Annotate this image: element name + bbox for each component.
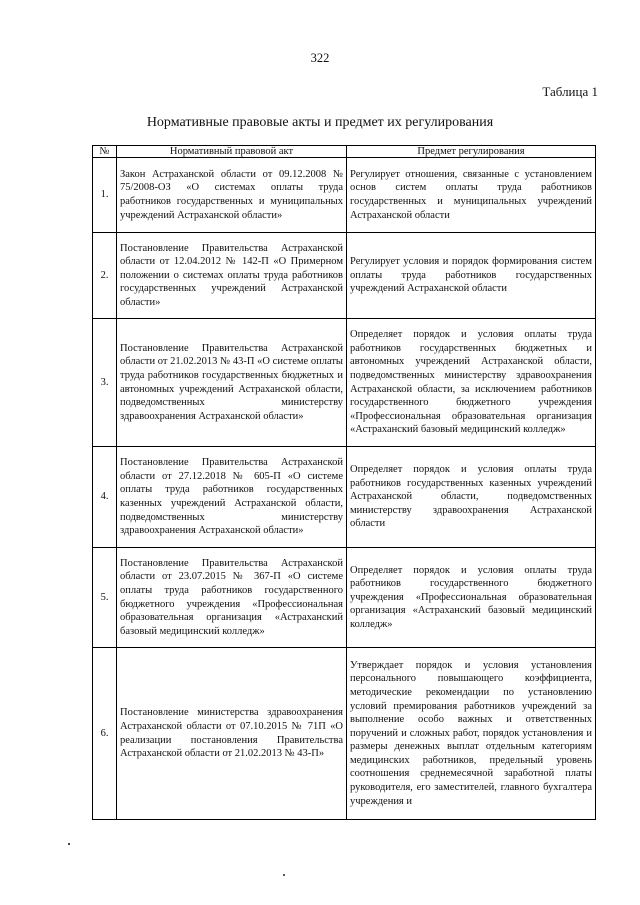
table-title: Нормативные правовые акты и предмет их регулирования (146, 115, 494, 130)
scan-speck (68, 843, 70, 845)
subject-cell: Определяет порядок и условия оплаты труда работников государственного бюджетного учреждения «Профессиональная образовательная организация «Астраханский базовый медицинский колледж» (347, 548, 596, 648)
table-row (93, 648, 596, 820)
table-row (93, 233, 596, 319)
row-number: 5. (93, 548, 117, 648)
row-number: 2. (93, 233, 117, 319)
table-header-row (93, 146, 596, 158)
row-number: 1. (93, 158, 117, 233)
row-number: 4. (93, 447, 117, 548)
table-row (93, 447, 596, 548)
subject-cell: Определяет порядок и условия оплаты труда работников государственных казенных учреждений Астраханской области, подведомственных министерству здравоохранения Астраханской области (347, 447, 596, 548)
subject-cell: Определяет порядок и условия оплаты труда работников государственных бюджетных и автономных учреждений Астраханской области, подведомственных министерству здравоохранения Астраханской области, за исключением работников государственного бюджетного учреждения «Профессиональная образовательная организация «Астраханский базовый медицинский колледж» (347, 319, 596, 447)
page-number: 322 (310, 51, 330, 65)
table-row (93, 158, 596, 233)
scan-speck (283, 874, 285, 876)
table-row (93, 319, 596, 447)
legal-act-cell: Постановление Правительства Астраханской области от 27.12.2018 № 605-П «О системе оплаты труда работников государственных казенных учреждений Астраханской области, подведомственных министерству здравоохранения Астраханской области» (117, 447, 347, 548)
legal-act-cell: Постановление Правительства Астраханской области от 21.02.2013 № 43-П «О системе оплаты труда работников государственных бюджетных и автономных учреждений Астраханской области, подведомственных министерству здравоохранения Астраханской области» (117, 319, 347, 447)
row-number: 6. (93, 648, 117, 820)
row-number: 3. (93, 319, 117, 447)
legal-act-cell: Закон Астраханской области от 09.12.2008 № 75/2008-ОЗ «О системах оплаты труда работников государственных и муниципальных учреждений Астраханской области» (117, 158, 347, 233)
table-label: Таблица 1 (542, 84, 598, 99)
header-subject: Предмет регулирования (347, 146, 596, 158)
legal-act-cell: Постановление Правительства Астраханской области от 12.04.2012 № 142-П «О Примерном положении о системах оплаты труда работников государственных учреждений Астраханской области» (117, 233, 347, 319)
subject-cell: Регулирует отношения, связанные с установлением основ систем оплаты труда работников государственных и муниципальных учреждений Астраханской области (347, 158, 596, 233)
table-row (93, 548, 596, 648)
regulation-table (92, 145, 596, 820)
header-act: Нормативный правовой акт (117, 146, 347, 158)
legal-act-cell: Постановление министерства здравоохранения Астраханской области от 07.10.2015 № 71П «О реализации постановления Правительства Астраханской области от 21.02.2013 № 43-П» (117, 648, 347, 820)
legal-act-cell: Постановление Правительства Астраханской области от 23.07.2015 № 367-П «О системе оплаты труда работников государственного бюджетного учреждения «Профессиональная образовательная организация «Астраханский базовый медицинский колледж» (117, 548, 347, 648)
subject-cell: Утверждает порядок и условия установления персонального повышающего коэффициента, методические рекомендации по установлению условий премирования работников учреждений за выполнение особо важных и ответственных поручений и сложных работ, порядок установления и размеры денежных выплат отдельным категориям медицинских работников, предельный уровень соотношения среднемесячной заработной платы руководителя, его заместителей, главного бухгалтера учреждения и (347, 648, 596, 820)
header-num: № (93, 146, 117, 158)
subject-cell: Регулирует условия и порядок формирования систем оплаты труда работников государственных учреждений Астраханской области (347, 233, 596, 319)
